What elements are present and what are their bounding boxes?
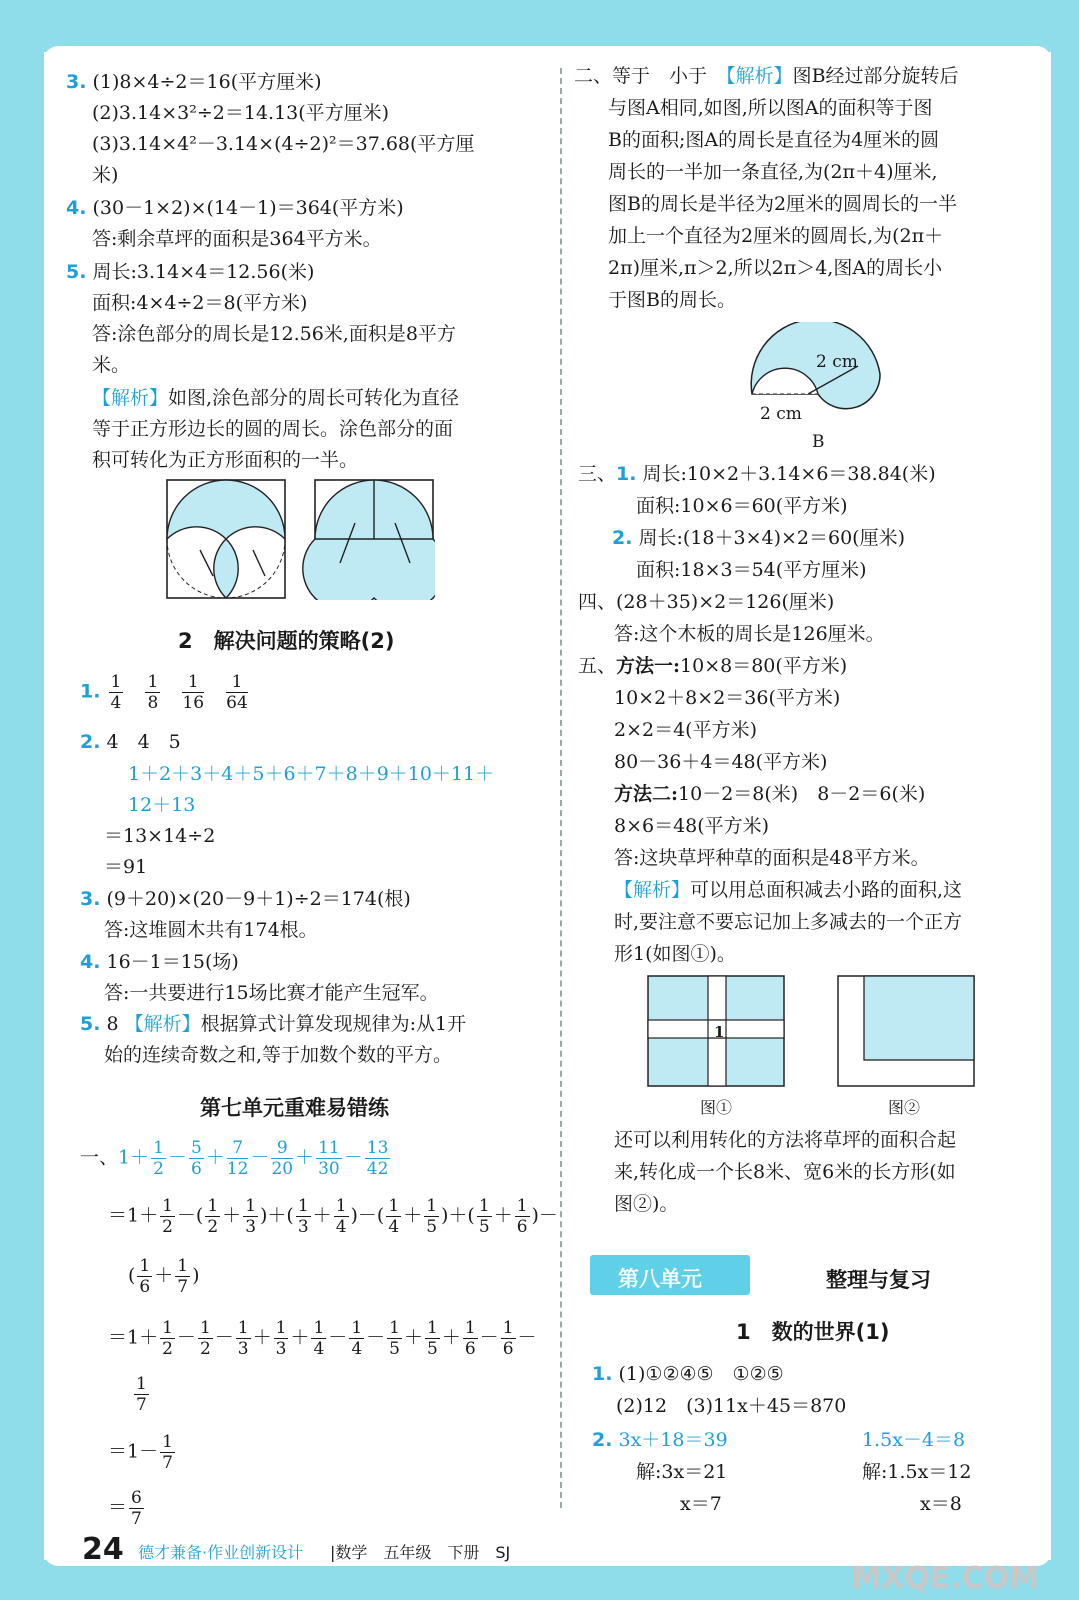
r-q2-analysis-5: 加上一个直径为2厘米的圆周长,为(2π＋: [608, 225, 944, 247]
q5-line4: 米。: [92, 354, 131, 376]
r-q2-analysis-0: 图B经过部分旋转后: [792, 65, 959, 87]
e1-line6: ＝1－ $\frac{1}{7}$: [108, 1432, 173, 1473]
r-q5-figures: [646, 974, 986, 1090]
s2-line1: 4 4 5: [106, 731, 181, 753]
r-p2-solve1: 解:3x＝21: [636, 1461, 728, 1483]
watermark: MXQE.COM: [851, 1561, 1039, 1596]
fig1-inner-label: 1: [714, 1023, 725, 1041]
frac: $\frac{1}{5}$: [478, 1196, 490, 1237]
page-border-right: [1051, 0, 1079, 1600]
frac: $\frac{1}{6}$: [516, 1196, 528, 1237]
r-q5-b2: 来,转化成一个长8米、宽6米的长方形(如: [614, 1161, 956, 1183]
r-p2-x1: x＝7: [680, 1493, 722, 1515]
r-q2-analysis-1: 与图A相同,如图,所以图A的面积等于图: [608, 97, 933, 119]
s1-number: 1.: [80, 680, 101, 703]
frac: $\frac{1}{4}$: [335, 1196, 347, 1237]
r-p2-solve2: 解:1.5x＝12: [862, 1461, 972, 1483]
fig2-label: 图②: [888, 1098, 921, 1117]
r-q5-number: 五、: [578, 655, 617, 677]
frac: $\frac{1}{6}$: [139, 1256, 151, 1297]
e1-line4: ＝1＋ $\frac{1}{2}$ － $\frac{1}{2}$ － $\frac{1}{3}$ ＋ $\frac{1}{3}$ ＋ $\frac{1}{4}$ － $\frac{1}{4}$ － $\frac{1}{5}$ ＋ $\frac{1}{5}$ ＋ $\frac{1}{6}$ － $\frac{1}{6}$ －: [108, 1318, 537, 1359]
e1-number: 一、: [80, 1146, 119, 1169]
figure-b-label-bottom: 2 cm: [760, 404, 802, 424]
r-q2-answer: 等于 小于: [612, 65, 708, 87]
fig2-shaded: [864, 976, 974, 1060]
r-q5-b3: 图②)。: [614, 1193, 679, 1215]
e1-line1: 一、1＋ $\frac{1}{2}$ － $\frac{5}{6}$ ＋ $\frac{7}{12}$ － $\frac{9}{20}$ ＋ $\frac{11}{30}$ － $\frac{13}{42}$: [80, 1138, 389, 1179]
r-q4-line1: 四、(28＋35)×2＝126(厘米): [578, 591, 835, 613]
q5-line3: 答:涂色部分的周长是12.56米,面积是8平方: [92, 323, 456, 345]
frac: $\frac{1}{5}$: [426, 1196, 438, 1237]
s5-block: [80, 1012, 466, 1036]
s5-answer: 8: [106, 1013, 119, 1035]
r-q2-analysis-3: 周长的一半加一条直径,为(2π＋4)厘米,: [608, 161, 938, 183]
frac: $\frac{1}{3}$: [297, 1196, 309, 1237]
unit-badge-label: 第八单元: [618, 1267, 702, 1291]
r-p2-line1: 2. 3x＋18＝39: [592, 1429, 728, 1451]
q4-number: 4.: [66, 197, 87, 219]
r-q5-line4: 80－36＋4＝48(平方米): [614, 751, 828, 773]
q4-block: [66, 196, 404, 220]
s2-line2: 1＋2＋3＋4＋5＋6＋7＋8＋9＋10＋11＋: [128, 763, 495, 785]
frac: $\frac{5}{6}$: [190, 1138, 202, 1179]
r-p1-line1: 1. (1)①②④⑤ ①②⑤: [592, 1363, 784, 1385]
r-p2-eq2: 1.5x－4＝8: [862, 1429, 966, 1451]
frac: $\frac{11}{30}$: [318, 1138, 340, 1179]
frac: $\frac{1}{3}$: [275, 1318, 287, 1359]
s2-number: 2.: [80, 731, 101, 753]
s4-block: [80, 950, 239, 974]
e1-line2: ＝1＋ $\frac{1}{2}$ －( $\frac{1}{2}$ ＋ $\frac{1}{3}$ )＋( $\frac{1}{3}$ ＋ $\frac{1}{4}$ )－( $\frac{1}{4}$ ＋ $\frac{1}{5}$ )＋( $\frac{1}{5}$ ＋ $\frac{1}{6}$ )－: [108, 1196, 558, 1237]
frac: $\frac{7}{12}$: [226, 1138, 249, 1179]
frac: $\frac{1}{2}$: [162, 1318, 173, 1359]
r-q5-analysis-2: 时,要注意不要忘记加上多减去的一个正方: [614, 911, 963, 933]
r-q2-analysis-2: B的面积;图A的周长是直径为4厘米的圆: [608, 129, 940, 151]
section-title-unit7: 第七单元重难易错练: [200, 1096, 389, 1120]
frac: $\frac{6}{7}$: [131, 1488, 142, 1529]
frac: $\frac{1}{7}$: [162, 1432, 173, 1473]
frac: $\frac{1}{5}$: [389, 1318, 400, 1359]
r-q3-line2: 面积:10×6＝60(平方米): [636, 495, 848, 517]
e1-line7: ＝ $\frac{6}{7}$: [108, 1488, 142, 1529]
r-q2-line0: [574, 64, 959, 88]
s2-block: [80, 730, 181, 754]
footer-subject: |数学 五年级 下册 SJ: [330, 1543, 511, 1562]
s1-frac4: $\frac{1}{64}$: [226, 672, 248, 713]
r-q4-number: 四、: [578, 591, 617, 613]
q3-line3: (3)3.14×4²－3.14×(4÷2)²＝37.68(平方厘: [92, 133, 475, 155]
r-q3-line3: 2. 周长:(18＋3×4)×2＝60(厘米): [612, 527, 906, 549]
s1-frac2: $\frac{1}{8}$: [147, 672, 159, 713]
s5-number: 5.: [80, 1013, 101, 1035]
page-number: 24: [82, 1532, 124, 1567]
frac: $\frac{1}{7}$: [177, 1256, 189, 1297]
frac: $\frac{9}{20}$: [271, 1138, 294, 1179]
r-q5-b1: 还可以利用转化的方法将草坪的面积合起: [614, 1129, 957, 1151]
q3-line2: (2)3.14×3²÷2＝14.13(平方厘米): [92, 102, 390, 124]
s4-line2: 答:一共要进行15场比赛才能产生冠军。: [104, 982, 439, 1004]
fig1-label: 图①: [700, 1098, 733, 1117]
frac: $\frac{1}{4}$: [388, 1196, 400, 1237]
frac: $\frac{1}{3}$: [237, 1318, 249, 1359]
section-title-strategy: 2 解决问题的策略(2): [178, 629, 395, 653]
q5-block: [66, 260, 314, 284]
r-q3-line4: 面积:18×3＝54(平方厘米): [636, 559, 867, 581]
analysis-tag: 【解析】: [124, 1013, 201, 1035]
q5-figure: [165, 478, 435, 600]
q5-number: 5.: [66, 261, 87, 283]
q4-line1: (30－1×2)×(14－1)＝364(平方米): [92, 197, 404, 219]
r-q5-line6: 8×6＝48(平方米): [614, 815, 770, 837]
q5-line1: 周长:3.14×4＝12.56(米): [92, 261, 315, 283]
frac: $\frac{1}{2}$: [162, 1196, 173, 1237]
q4-line2: 答:剩余草坪的面积是364平方米。: [92, 228, 382, 250]
q5-analysis-1: 如图,涂色部分的周长可转化为直径: [168, 387, 460, 409]
q3-line1: (1)8×4÷2＝16(平方厘米): [92, 71, 322, 93]
s3-number: 3.: [80, 888, 101, 910]
q5-line2: 面积:4×4÷2＝8(平方米): [92, 292, 308, 314]
s4-line1: 16－1＝15(场): [106, 951, 239, 973]
q5-analysis-3: 积可转化为正方形面积的一半。: [92, 449, 359, 471]
frac: $\frac{1}{4}$: [351, 1318, 363, 1359]
q3-block: [66, 70, 322, 94]
q5-analysis: [92, 386, 459, 410]
r-q2-number: 二、: [574, 65, 613, 87]
frac: $\frac{1}{6}$: [464, 1318, 476, 1359]
frac: $\frac{1}{4}$: [313, 1318, 325, 1359]
r-q3-number: 三、: [578, 463, 617, 485]
analysis-tag: 【解析】: [726, 65, 793, 87]
s3-block: [80, 887, 411, 911]
r-q4-line2: 答:这个木板的周长是126厘米。: [614, 623, 885, 645]
unit-title: 整理与复习: [826, 1268, 931, 1292]
r-q2-analysis-7: 于图B的周长。: [608, 289, 736, 311]
section-title-numbers: 1 数的世界(1): [736, 1320, 890, 1344]
r-q5-line7: 答:这块草坪种草的面积是48平方米。: [614, 847, 930, 869]
analysis-tag: 【解析】: [614, 879, 691, 901]
s5-analysis-1: 根据算式计算发现规律为:从1开: [200, 1013, 467, 1035]
analysis-tag: 【解析】: [92, 387, 169, 409]
s3-line2: 答:这堆圆木共有174根。: [104, 919, 318, 941]
s2-line3: 12＋13: [128, 794, 196, 816]
frac: $\frac{1}{6}$: [502, 1318, 514, 1359]
r-p2-x2: x＝8: [920, 1493, 962, 1515]
frac: $\frac{1}{2}$: [199, 1318, 211, 1359]
s3-line1: (9＋20)×(20－9＋1)÷2＝174(根): [106, 888, 411, 910]
frac: $\frac{1}{3}$: [245, 1196, 257, 1237]
figure-b-name: B: [812, 432, 825, 452]
page-border-left: [0, 0, 44, 1600]
s2-line5: ＝91: [104, 856, 148, 878]
e1-line3: ( $\frac{1}{6}$ ＋ $\frac{1}{7}$ ): [128, 1256, 200, 1297]
s1-frac1: $\frac{1}{4}$: [110, 672, 122, 713]
r-q5-line5: 方法二:10－2＝8(米) 8－2＝6(米): [614, 783, 926, 805]
s4-number: 4.: [80, 951, 101, 973]
r-q2-analysis-4: 图B的周长是半径为2厘米的圆周长的一半: [608, 193, 958, 215]
r-q3-line1: 三、1. 周长:10×2＋3.14×6＝38.84(米): [578, 463, 936, 485]
r-q5-line3: 2×2＝4(平方米): [614, 719, 758, 741]
s5-analysis-2: 始的连续奇数之和,等于加数个数的平方。: [104, 1044, 453, 1066]
q3-line4: 米): [92, 164, 119, 186]
r-q5-line2: 10×2＋8×2＝36(平方米): [614, 687, 841, 709]
figure-b-label-top: 2 cm: [816, 352, 858, 372]
frac: $\frac{13}{42}$: [366, 1138, 389, 1179]
frac: $\frac{1}{2}$: [207, 1196, 219, 1237]
r-q2-analysis-6: 2π)厘米,π＞2,所以2π＞4,图A的周长小: [608, 257, 943, 279]
s2-line4: ＝13×14÷2: [104, 825, 216, 847]
r-q5-analysis-3: 形1(如图①)。: [614, 943, 736, 965]
s1-frac3: $\frac{1}{16}$: [182, 672, 205, 713]
footer-series: 德才兼备·作业创新设计: [138, 1543, 304, 1562]
frac: $\frac{1}{5}$: [427, 1318, 438, 1359]
e1-line5: [132, 1374, 151, 1415]
column-divider: [560, 68, 562, 1508]
q3-number: 3.: [66, 71, 87, 93]
r-p1-line2: (2)12 (3)11x＋45＝870: [616, 1395, 847, 1417]
page-border-top: [0, 0, 1079, 52]
r-p2-number: 2.: [592, 1429, 613, 1451]
frac: $\frac{1}{2}$: [153, 1138, 164, 1179]
r-p1-number: 1.: [592, 1363, 613, 1385]
frac: $\frac{1}{7}$: [136, 1374, 147, 1415]
r-q5-line1: 五、方法一:10×8＝80(平方米): [578, 655, 848, 677]
s1-row: [80, 672, 250, 713]
r-q5-analysis-1: 【解析】可以用总面积减去小路的面积,这: [614, 879, 963, 901]
q5-analysis-2: 等于正方形边长的圆的周长。涂色部分的面: [92, 418, 454, 440]
